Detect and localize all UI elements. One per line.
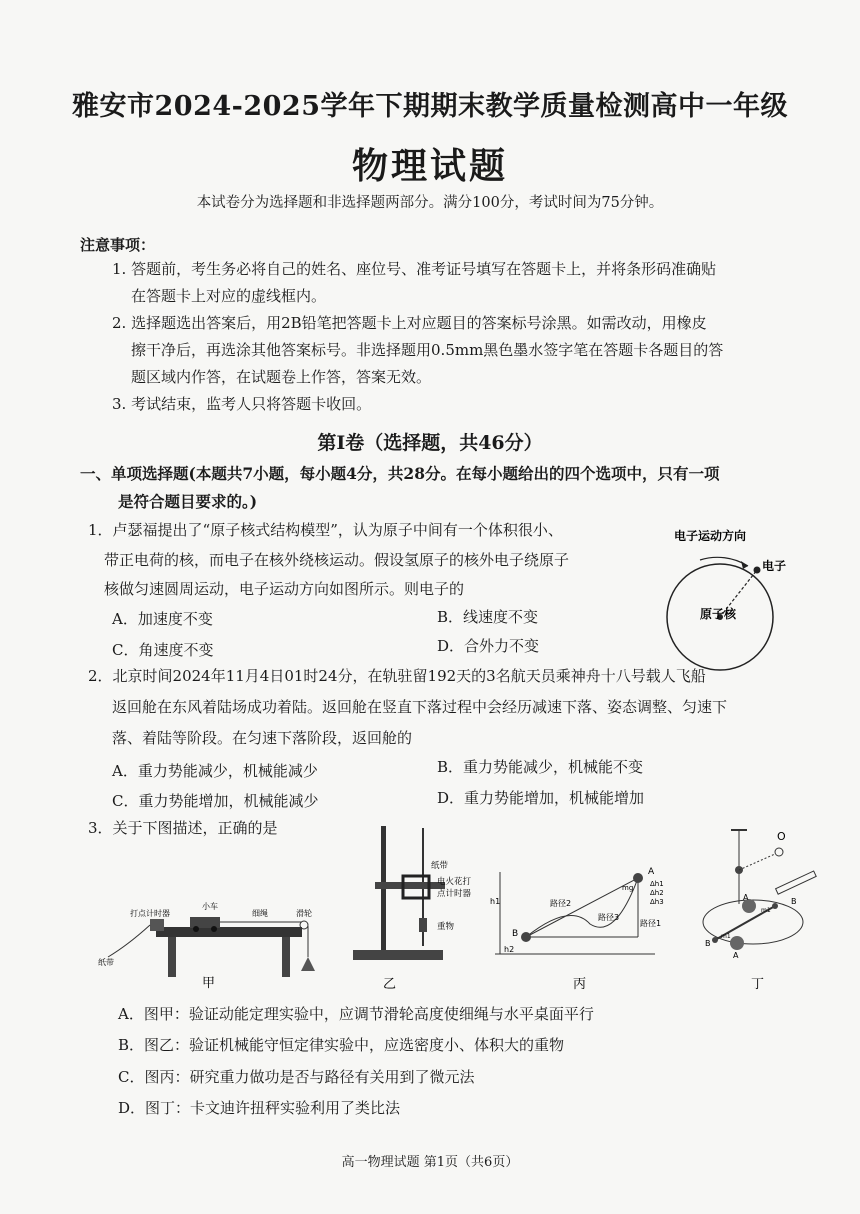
notice-item-2: 2. 选择题选出答案后，用2B铅笔把答题卡上对应题目的答案标号涂黑。如需改动，用橡皮 [112,314,707,332]
yi-timer-label-2: 点计时器 [437,889,472,899]
notice-item-1: 1. 答题前，考生务必将自己的姓名、座位号、准考证号填写在答题卡上，并将条形码准确贴 [112,260,717,278]
notice-heading: 注意事项： [80,236,156,254]
atom-orbit-figure [660,522,787,667]
bing-label-b: B [512,929,519,939]
jia-timer-label: 打点计时器 [130,909,170,918]
electron-dot [754,567,761,574]
yi-timer-label-1: 电火花打 [437,877,472,887]
jia-tape-label: 纸带 [98,958,114,967]
electron-label: 电子 [762,559,787,573]
jia-table-leg [168,937,176,977]
bing-path1-label: 路径1 [640,919,662,928]
bing-dh1: Δh1 [650,880,664,888]
ding-label-a: A [743,893,749,902]
yi-tape-label: 纸带 [431,861,449,871]
ding-light-source [775,848,783,856]
exam-title: 雅安市2024-2025学年下期期末教学质量检测高中一年级 [72,91,788,122]
subject-title: 物理试题 [351,145,508,187]
ding-label-b2: B [705,939,711,948]
notice-item-2-cont2: 题区域内作答，在试题卷上作答，答案无效。 [131,368,432,386]
ding-label-m1: m1 [761,907,771,914]
jia-caption: 甲 [202,976,216,991]
notice-item-2-cont: 擦干净后，再选涂其他答案标号。非选择题用0.5mm黑色墨水签字笔在答题卡各题目的答 [131,341,724,359]
q2-line-3: 落、着陆等阶段。在匀速下落阶段，返回舱的 [112,729,413,747]
bing-mg: mg [622,884,634,892]
yi-caption: 乙 [383,977,397,992]
q2-line-1: 2．北京时间2024年11月4日01时24分，在轨驻留192天的3名航天员乘神舟十八号载人飞船 [88,667,706,685]
ding-label-a2: A [733,951,739,960]
ding-label-o: O [777,830,786,843]
jia-timer [150,919,164,931]
figure-ding [695,828,825,994]
q1-option-d: D．合外力不变 [437,637,540,655]
q3-option-d: D．图丁：卡文迪许扭秤实验利用了类比法 [118,1099,401,1117]
ding-label-m1-2: m1 [721,933,731,940]
ding-big-ball [730,936,744,950]
bing-h1: h1 [490,897,501,906]
page-footer: 高一物理试题 第1页（共6页） [341,1155,519,1170]
yi-stand-rod [381,826,386,954]
q1-line-3: 核做匀速圆周运动，电子运动方向如图所示。则电子的 [104,580,465,598]
q2-option-c: C．重力势能增加，机械能减少 [112,792,319,810]
jia-table-top [156,927,302,937]
section-title: 第Ⅰ卷（选择题，共46分） [317,432,543,454]
ding-caption: 丁 [751,977,765,992]
yi-weight-label: 重物 [437,922,455,932]
jia-rope-label: 细绳 [252,909,268,918]
jia-pulley-label: 滑轮 [296,909,312,918]
q2-option-d: D．重力势能增加，机械能增加 [437,789,645,807]
jia-cart [190,917,220,928]
bing-path3-label: 路径3 [598,913,620,922]
yi-base [353,950,443,960]
figure-jia [98,895,328,995]
q3-option-b: B．图乙：验证机械能守恒定律实验中，应选密度小、体积大的重物 [118,1036,565,1054]
figure-bing [490,862,670,994]
q1-option-c: C．角速度不变 [112,641,214,659]
yi-clamp [375,882,445,889]
q1-line-2: 带正电荷的核，而电子在核外绕核运动。假设氢原子的核外电子绕原子 [104,551,570,569]
jia-table-leg [282,937,290,977]
nucleus-label: 原子核 [700,607,737,621]
bing-label-a: A [648,867,655,877]
direction-label: 电子运动方向 [674,529,747,543]
jia-pulley [300,921,308,929]
bing-dh3: Δh3 [650,898,664,906]
section-instruction: 一、单项选择题(本题共7小题，每小题4分，共28分。在每小题给出的四个选项中，只有一项 [80,464,720,483]
q3-option-c: C．图丙：研究重力做功是否与路径有关用到了微元法 [118,1068,475,1086]
jia-wheel [193,926,199,932]
jia-wheel [211,926,217,932]
bing-ball-a [633,873,643,883]
bing-dh2: Δh2 [650,889,664,897]
figure-yi [345,826,475,994]
q1-option-b: B．线速度不变 [437,608,539,626]
jia-tape [108,925,150,957]
q1-line-1: 1．卢瑟福提出了“原子核式结构模型”，认为原子中间有一个体积很小、 [88,521,563,539]
ding-small-ball [772,903,778,909]
section-instruction-cont: 是符合题目要求的。) [118,492,258,511]
notice-item-1-cont: 在答题卡上对应的虚线框内。 [131,287,327,305]
ding-scale [776,871,817,894]
q2-option-b: B．重力势能减少，机械能不变 [437,758,644,776]
q3-option-a: A．图甲：验证动能定理实验中，应调节滑轮高度使细绳与水平桌面平行 [118,1005,594,1023]
ding-label-b: B [791,897,797,906]
bing-caption: 丙 [573,977,587,992]
exam-description: 本试卷分为选择题和非选择题两部分。满分100分，考试时间为75分钟。 [196,195,664,211]
yi-weight [419,918,427,932]
q2-line-2: 返回舱在东风着陆场成功着陆。返回舱在竖直下落过程中会经历减速下落、姿态调整、匀速下 [112,698,728,716]
jia-weight [301,957,315,971]
notice-item-3: 3. 考试结束，监考人只将答题卡收回。 [112,395,372,413]
bing-path2-label: 路径2 [550,899,572,908]
ding-small-ball [712,937,718,943]
q3-stem: 3．关于下图描述，正确的是 [88,819,278,837]
q2-option-a: A．重力势能减少，机械能减少 [112,762,318,780]
jia-cart-label: 小车 [202,902,218,911]
bing-ball-b [521,932,531,942]
bing-h2: h2 [504,945,515,954]
q1-option-a: A．加速度不变 [112,610,213,628]
ding-light-ray [739,854,775,870]
